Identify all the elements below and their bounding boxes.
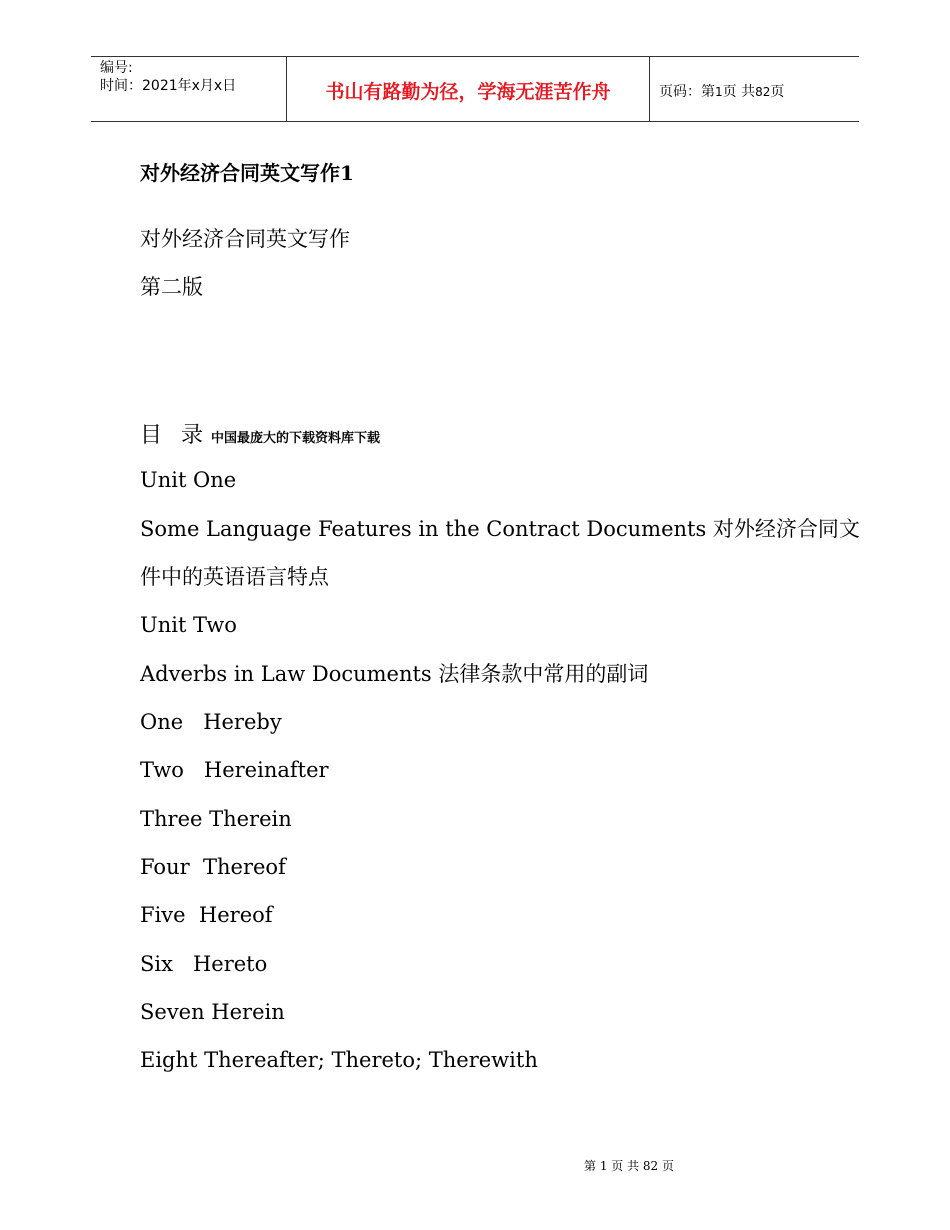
page-label: 页码：第 — [659, 84, 715, 100]
toc-line: Four Thereof — [140, 855, 286, 879]
page-footer: 第 1 页 共 82 页 — [584, 1159, 674, 1173]
page-header — [91, 56, 859, 122]
toc-line: Six Hereto — [140, 952, 268, 976]
toc-line: One Hereby — [140, 710, 282, 734]
toc-promo: 中国最庞大的下载资料库下载 — [211, 431, 381, 446]
page-mid: 页 共 — [722, 84, 756, 100]
toc-line: Seven Herein — [140, 1000, 285, 1024]
header-info-cell — [91, 57, 287, 121]
page-number-info — [659, 81, 784, 101]
subtitle: 对外经济合同英文写作 — [140, 227, 350, 251]
time-label: 时间：2021年x月x日 — [100, 78, 237, 94]
toc-line: Unit One — [140, 468, 237, 492]
header-page-cell — [650, 57, 859, 121]
edition: 第二版 — [140, 275, 203, 299]
toc-line: 件中的英语语言特点 — [140, 565, 329, 589]
toc-line: Eight Thereafter; Thereto; Therewith — [140, 1048, 538, 1072]
toc-line: Five Hereof — [140, 903, 273, 927]
motto: 书山有路勤为径，学海无涯苦作舟 — [325, 81, 611, 103]
toc-line: Unit Two — [140, 613, 237, 637]
toc-line: Some Language Features in the Contract Documents 对外经济合同文 — [140, 517, 860, 541]
toc-line: Three Therein — [140, 807, 292, 831]
toc-heading-text: 目 录 — [140, 423, 209, 448]
toc-heading — [140, 418, 380, 449]
number-label: 编号: — [100, 60, 133, 76]
page-current: 1 — [715, 85, 723, 99]
page-end: 页 — [770, 84, 785, 100]
toc-line: Two Hereinafter — [140, 758, 329, 782]
toc-line: Adverbs in Law Documents 法律条款中常用的副词 — [140, 662, 649, 686]
document-title: 对外经济合同英文写作1 — [140, 161, 354, 185]
header-motto-cell — [287, 57, 650, 121]
page-total: 82 — [755, 85, 771, 99]
